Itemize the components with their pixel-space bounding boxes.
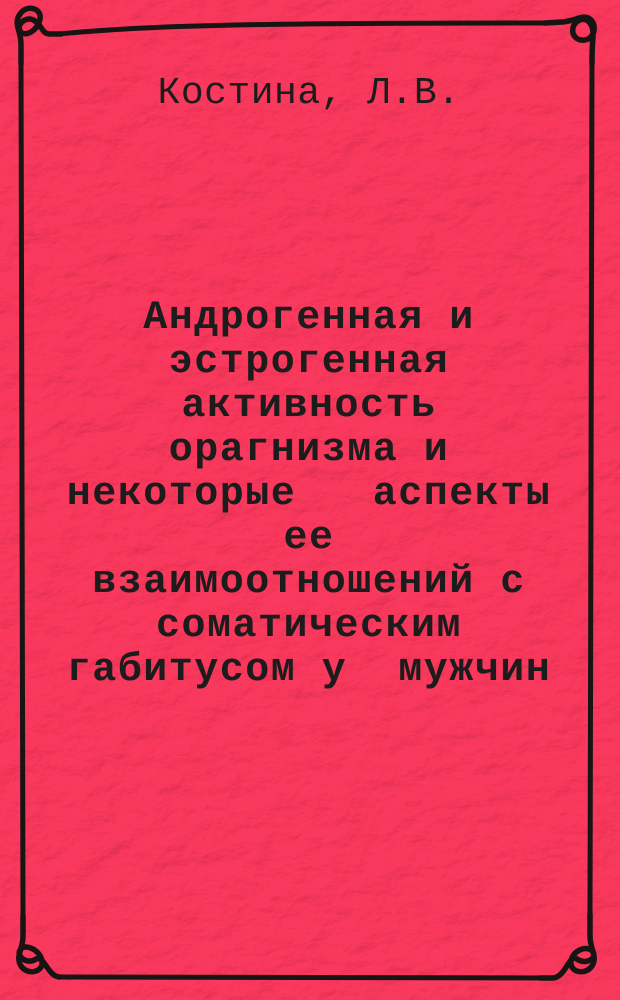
title-line: эстрогенная xyxy=(168,340,450,385)
title-line: ее xyxy=(283,516,335,561)
title-line: Андрогенная и xyxy=(143,296,475,341)
title-line: орагнизма и xyxy=(168,428,450,473)
corner-flourish-bottom-right xyxy=(540,914,594,978)
corner-flourish-bottom-left xyxy=(19,916,60,977)
title-line: габитусом у мужчин xyxy=(66,648,552,693)
frame-line-top xyxy=(58,23,548,34)
title-line: взаимоотношений с xyxy=(92,560,526,605)
corner-flourish-top-right xyxy=(545,17,594,64)
book-title xyxy=(24,297,594,693)
author-name: Костина, Л.В. xyxy=(157,72,461,115)
frame-line-bottom xyxy=(58,977,554,978)
title-line: соматическим xyxy=(155,604,463,649)
frame-line-left xyxy=(21,58,23,918)
title-line: активность xyxy=(181,384,437,429)
title-line: некоторые аспекты xyxy=(66,472,552,517)
corner-flourish-top-left xyxy=(17,8,61,64)
